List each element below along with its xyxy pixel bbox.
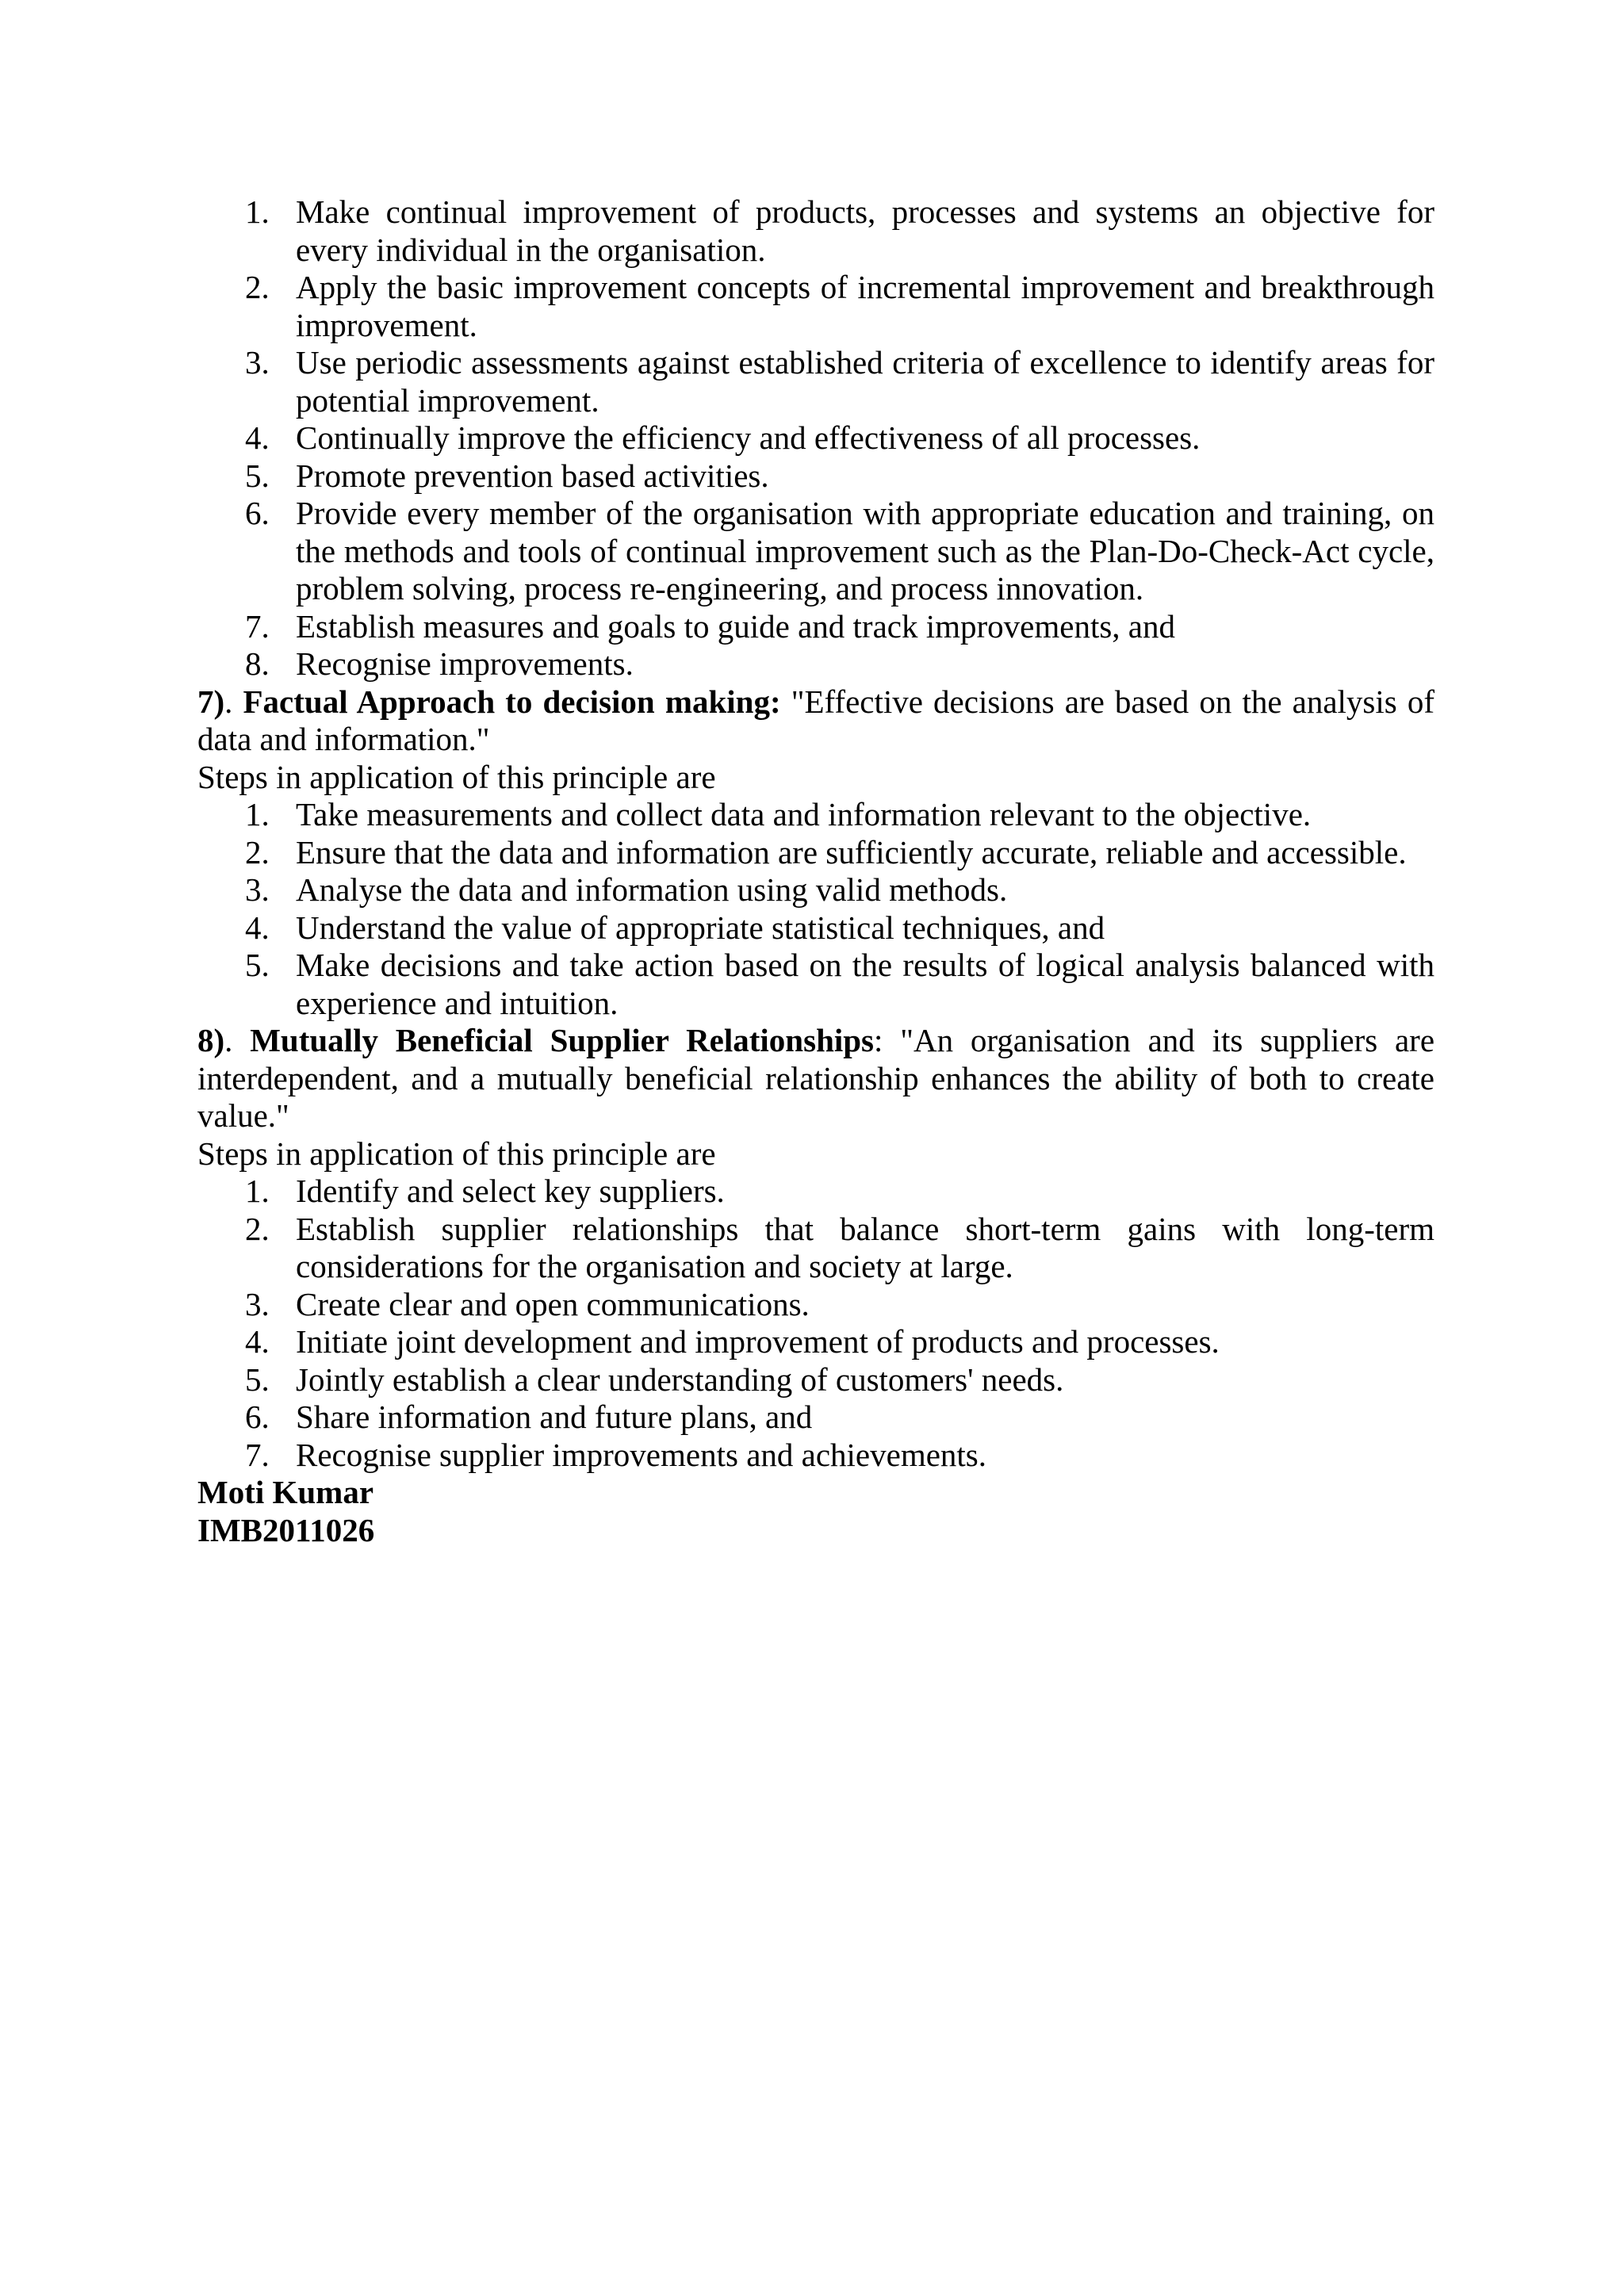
decision-steps-list	[197, 796, 1434, 1022]
list-item-number: 3.	[245, 871, 270, 908]
principle-number: 8)	[197, 1022, 225, 1058]
list-item-text: Make decisions and take action based on the results of logical analysis balanced with experience and intuition.	[296, 947, 1434, 1021]
list-item-number: 5.	[245, 947, 270, 983]
list-item-text: Use periodic assessments against established criteria of excellence to identify areas for potential improvement.	[296, 344, 1434, 419]
list-item-text: Create clear and open communications.	[296, 1285, 810, 1322]
list-item-number: 2.	[245, 1210, 270, 1247]
list-item	[197, 947, 1434, 1022]
list-item	[197, 1173, 1434, 1211]
list-item	[197, 1361, 1434, 1399]
list-item-text: Analyse the data and information using valid methods.	[296, 871, 1008, 908]
list-item-number: 7.	[245, 1436, 270, 1473]
list-item-text: Recognise improvements.	[296, 645, 634, 682]
list-item	[197, 419, 1434, 457]
principle-7-heading	[197, 683, 1434, 759]
list-item	[197, 1211, 1434, 1286]
list-item	[197, 1437, 1434, 1475]
list-item-number: 4.	[245, 909, 270, 946]
list-item-number: 1.	[245, 1173, 270, 1209]
list-item	[197, 1286, 1434, 1324]
list-item-text: Recognise supplier improvements and achievements.	[296, 1436, 987, 1473]
list-item-text: Provide every member of the organisation with appropriate education and training, on the methods and tools of continual improvement such as the Plan-Do-Check-Act cycle, problem solving, process re-engineering, and process innovation.	[296, 495, 1434, 607]
list-item-text: Establish measures and goals to guide and track improvements, and	[296, 607, 1176, 645]
list-item-text: Make continual improvement of products, processes and systems an objective for every individual in the organisation.	[296, 193, 1434, 268]
author-name: Moti Kumar	[197, 1474, 374, 1510]
list-item-number: 4.	[245, 1323, 270, 1360]
list-item	[197, 193, 1434, 269]
list-item	[197, 608, 1434, 646]
list-item-number: 1.	[245, 193, 270, 230]
improvement-steps-list	[197, 193, 1434, 683]
list-item	[197, 834, 1434, 872]
list-item	[197, 1323, 1434, 1361]
author-id: IMB2011026	[197, 1511, 375, 1548]
list-item-number: 2.	[245, 833, 270, 871]
principle-number: 7)	[197, 683, 225, 720]
list-item-number: 2.	[245, 269, 270, 305]
supplier-steps-list	[197, 1173, 1434, 1474]
principle-8-heading	[197, 1022, 1434, 1135]
list-item	[197, 871, 1434, 909]
list-item-text: Understand the value of appropriate statistical techniques, and	[296, 909, 1105, 946]
list-item-number: 1.	[245, 796, 270, 832]
list-item	[197, 1399, 1434, 1437]
list-item-number: 7.	[245, 607, 270, 645]
list-item-number: 4.	[245, 419, 270, 456]
document-body	[197, 193, 1434, 1549]
list-item	[197, 796, 1434, 834]
list-item	[197, 495, 1434, 608]
list-item-number: 6.	[245, 495, 270, 531]
list-item	[197, 909, 1434, 947]
list-item-number: 3.	[245, 1285, 270, 1322]
steps-intro: Steps in application of this principle are	[197, 1135, 716, 1172]
list-item-text: Identify and select key suppliers.	[296, 1173, 725, 1209]
list-item	[197, 344, 1434, 419]
principle-quote: "Effective decisions are based on the analysis of data and information."	[197, 683, 1434, 757]
principle-quote: : "An organisation and its suppliers are interdependent, and a mutually beneficial relationship enhances the ability of both to create value."	[197, 1022, 1435, 1134]
principle-title: Mutually Beneficial Supplier Relationships	[250, 1022, 875, 1058]
list-item-text: Jointly establish a clear understanding of customers' needs.	[296, 1360, 1064, 1398]
list-item-number: 3.	[245, 344, 270, 381]
principle-separator: .	[224, 683, 243, 720]
list-item	[197, 645, 1434, 683]
principle-separator: .	[224, 1022, 251, 1058]
list-item	[197, 457, 1434, 496]
list-item-number: 8.	[245, 645, 270, 682]
steps-intro: Steps in application of this principle are	[197, 758, 716, 795]
list-item-number: 5.	[245, 1360, 270, 1398]
list-item-number: 5.	[245, 457, 270, 494]
list-item	[197, 269, 1434, 344]
list-item-text: Promote prevention based activities.	[296, 457, 769, 494]
list-item-text: Continually improve the efficiency and effectiveness of all processes.	[296, 419, 1201, 456]
list-item-number: 6.	[245, 1399, 270, 1435]
list-item-text: Share information and future plans, and	[296, 1399, 813, 1435]
list-item-text: Initiate joint development and improvement of products and processes.	[296, 1323, 1220, 1360]
list-item-text: Ensure that the data and information are sufficiently accurate, reliable and accessible.	[296, 833, 1407, 871]
list-item-text: Take measurements and collect data and information relevant to the objective.	[296, 796, 1312, 832]
list-item-text: Apply the basic improvement concepts of incremental improvement and breakthrough improvement.	[296, 269, 1434, 343]
list-item-text: Establish supplier relationships that balance short-term gains with long-term considerations for the organisation and society at large.	[296, 1210, 1434, 1284]
principle-title: Factual Approach to decision making:	[243, 683, 781, 720]
